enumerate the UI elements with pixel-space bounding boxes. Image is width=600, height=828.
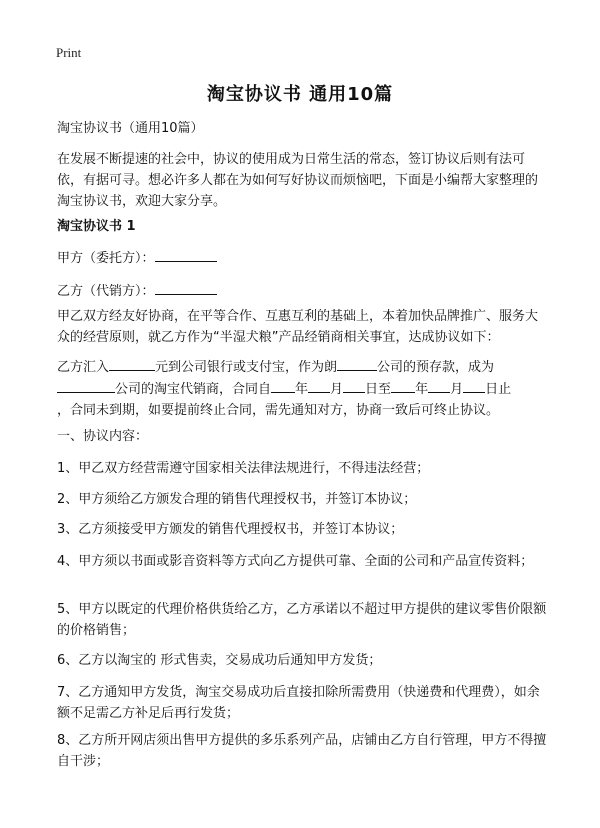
section-heading: 淘宝协议书 1 bbox=[57, 219, 136, 234]
party-b-line bbox=[57, 280, 549, 302]
day-label-2: 日止 bbox=[485, 382, 512, 397]
intro-paragraph: 在发展不断提速的社会中，协议的使用成为日常生活的常态，签订协议后则有法可依，有据可寻。想必许多人都在为如何写好协议而烦恼吧，下面是小编帮大家整理的淘宝协议书，欢迎大家分享。 bbox=[57, 152, 539, 209]
party-b-blank[interactable] bbox=[155, 280, 217, 295]
month-label-2: 月 bbox=[450, 382, 464, 397]
remit-text-5: ，合同未到期，如要提前终止合同，需先通知对方，协商一致后可终止协议。 bbox=[57, 403, 500, 418]
list-item: 6、乙方以淘宝的 形式售卖，交易成功后通知甲方发货； bbox=[57, 653, 382, 668]
remit-text-3: 公司的预存款，成为 bbox=[377, 360, 495, 375]
end-year-blank[interactable] bbox=[391, 378, 415, 393]
remit-text-4: 公司的淘宝代销商，合同自 bbox=[115, 382, 272, 397]
party-a-label: 甲方（委托方）： bbox=[57, 251, 155, 266]
list-item: 3、乙方须接受甲方颁发的销售代理授权书，并签订本协议； bbox=[57, 522, 404, 537]
list-item: 2、甲方须给乙方颁发合理的销售代理授权书，并签订本协议； bbox=[57, 492, 417, 507]
start-year-blank[interactable] bbox=[271, 378, 295, 393]
page-title: 淘宝协议书 通用10篇 bbox=[206, 84, 394, 105]
day-label-1: 日至 bbox=[365, 382, 392, 397]
company-name-blank[interactable] bbox=[57, 378, 115, 393]
list-item: 5、甲方以既定的代理价格供货给乙方，乙方承诺以不超过甲方提供的建议零售价限额的价格销售； bbox=[57, 602, 547, 638]
party-a-line bbox=[57, 247, 549, 269]
amount-blank[interactable] bbox=[109, 356, 155, 371]
party-b-label: 乙方（代销方）： bbox=[57, 284, 155, 299]
year-label-2: 年 bbox=[415, 382, 429, 397]
basis-paragraph: 甲乙双方经友好协商，在平等合作、互惠互利的基础上，本着加快品牌推广、服务大众的经营原则，就乙方作为“半湿犬粮”产品经销商相关事宜，达成协议如下： bbox=[57, 309, 539, 345]
company-blank[interactable] bbox=[337, 356, 377, 371]
print-label: Print bbox=[56, 45, 82, 60]
remit-text-1: 乙方汇入 bbox=[57, 360, 110, 375]
doc-subtitle: 淘宝协议书（通用10篇） bbox=[57, 121, 204, 136]
start-month-blank[interactable] bbox=[308, 378, 330, 393]
start-day-blank[interactable] bbox=[343, 378, 365, 393]
remit-text-2: 元到公司银行或支付宝，作为朗 bbox=[155, 360, 338, 375]
list-item: 7、乙方通知甲方发货，淘宝交易成功后直接扣除所需费用（快递费和代理费），如余额不足需乙方补足后再行发货； bbox=[57, 685, 540, 721]
year-label-1: 年 bbox=[295, 382, 309, 397]
list-item: 8、乙方所开网店须出售甲方提供的多乐系列产品，店铺由乙方自行管理，甲方不得擅自干涉； bbox=[57, 733, 547, 769]
end-month-blank[interactable] bbox=[428, 378, 450, 393]
content-section-heading: 一、协议内容： bbox=[57, 429, 149, 444]
month-label-1: 月 bbox=[330, 382, 344, 397]
list-item: 1、甲乙双方经营需遵守国家相关法律法规进行，不得违法经营； bbox=[57, 461, 430, 476]
end-day-blank[interactable] bbox=[463, 378, 485, 393]
list-item: 4、甲方须以书面或影音资料等方式向乙方提供可靠、全面的公司和产品宣传资料； bbox=[57, 554, 534, 569]
party-a-blank[interactable] bbox=[155, 247, 217, 262]
remit-paragraph bbox=[57, 356, 549, 421]
